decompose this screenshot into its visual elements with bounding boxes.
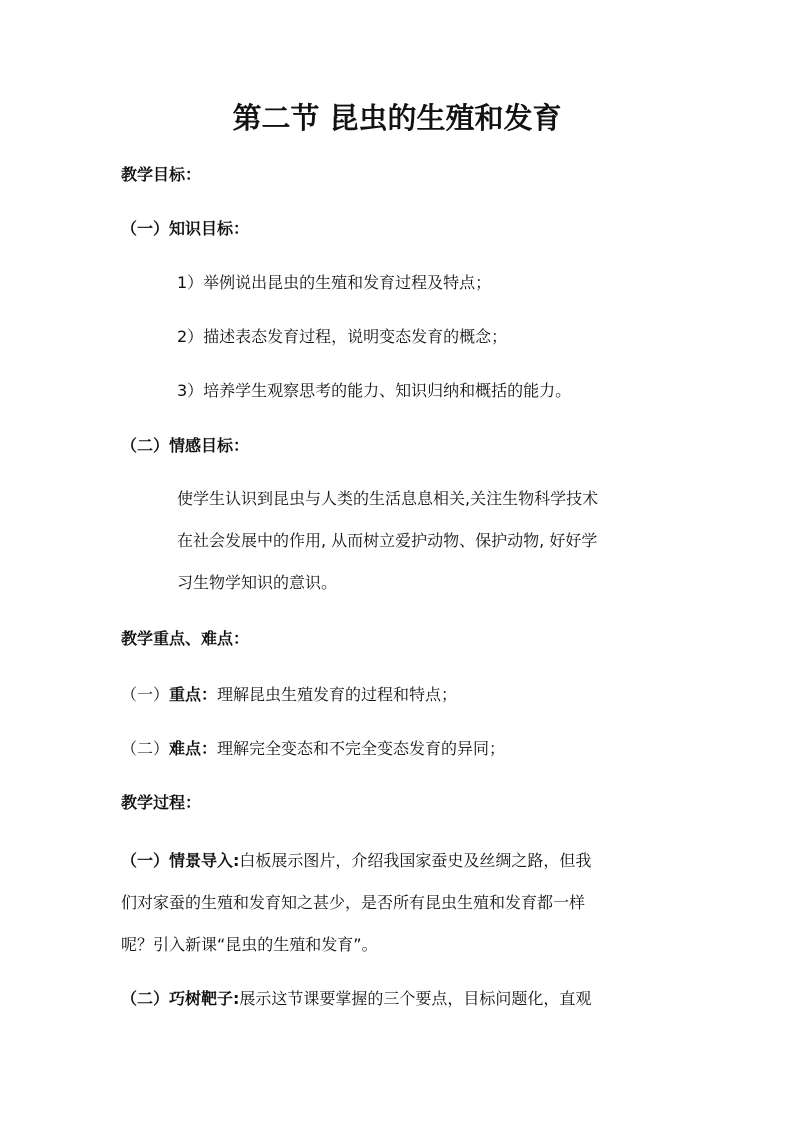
target-line — [0, 988, 794, 1010]
focus-label: 重点： — [169, 685, 218, 704]
emotion-goals-paragraph — [177, 478, 598, 604]
page-title: 第二节 昆虫的生殖和发育 — [232, 101, 562, 135]
difficulty-label: 难点： — [169, 739, 218, 758]
knowledge-goal-item-3: 3）培养学生观察思考的能力、知识归纳和概括的能力。 — [177, 381, 572, 400]
target-label: （二）巧树靶子: — [121, 989, 240, 1008]
target-first: 展示这节课要掌握的三个要点，目标问题化，直观 — [239, 989, 592, 1008]
emotion-goals-line-2: 在社会发展中的作用, 从而树立爱护动物、保护动物, 好好学 — [177, 531, 598, 550]
focus-line — [0, 684, 794, 706]
focus-text: 理解昆虫生殖发育的过程和特点； — [217, 685, 458, 704]
process-heading: 教学过程： — [121, 793, 202, 812]
intro-paragraph — [121, 840, 591, 966]
keypoints-heading: 教学重点、难点： — [121, 629, 250, 648]
difficulty-text: 理解完全变态和不完全变态发育的异同； — [217, 739, 506, 758]
emotion-goals-line-1: 使学生认识到昆虫与人类的生活息息相关,关注生物科学技术 — [177, 489, 599, 508]
difficulty-prefix: （二） — [121, 739, 170, 758]
knowledge-goal-item-1: 1）举例说出昆虫的生殖和发育过程及特点； — [177, 273, 492, 292]
intro-first: 白板展示图片，介绍我国家蚕史及丝绸之路，但我 — [239, 851, 592, 870]
knowledge-goals-label: （一）知识目标： — [121, 219, 250, 238]
intro-label: （一）情景导入: — [121, 851, 240, 870]
intro-line-1 — [121, 840, 591, 882]
goals-heading: 教学目标： — [121, 165, 202, 184]
intro-line-2: 们对家蚕的生殖和发育知之甚少，是否所有昆虫生殖和发育都一样 — [121, 893, 586, 912]
focus-prefix: （一） — [121, 685, 170, 704]
knowledge-goals-heading — [0, 218, 794, 240]
difficulty-line — [0, 738, 794, 760]
emotion-goals-line-3: 习生物学知识的意识。 — [177, 573, 338, 592]
emotion-goals-heading: （二）情感目标： — [121, 436, 250, 455]
knowledge-goal-item-2: 2）描述表态发育过程，说明变态发育的概念； — [177, 327, 508, 346]
intro-line-3: 呢？引入新课“昆虫的生殖和发育”。 — [121, 935, 378, 954]
